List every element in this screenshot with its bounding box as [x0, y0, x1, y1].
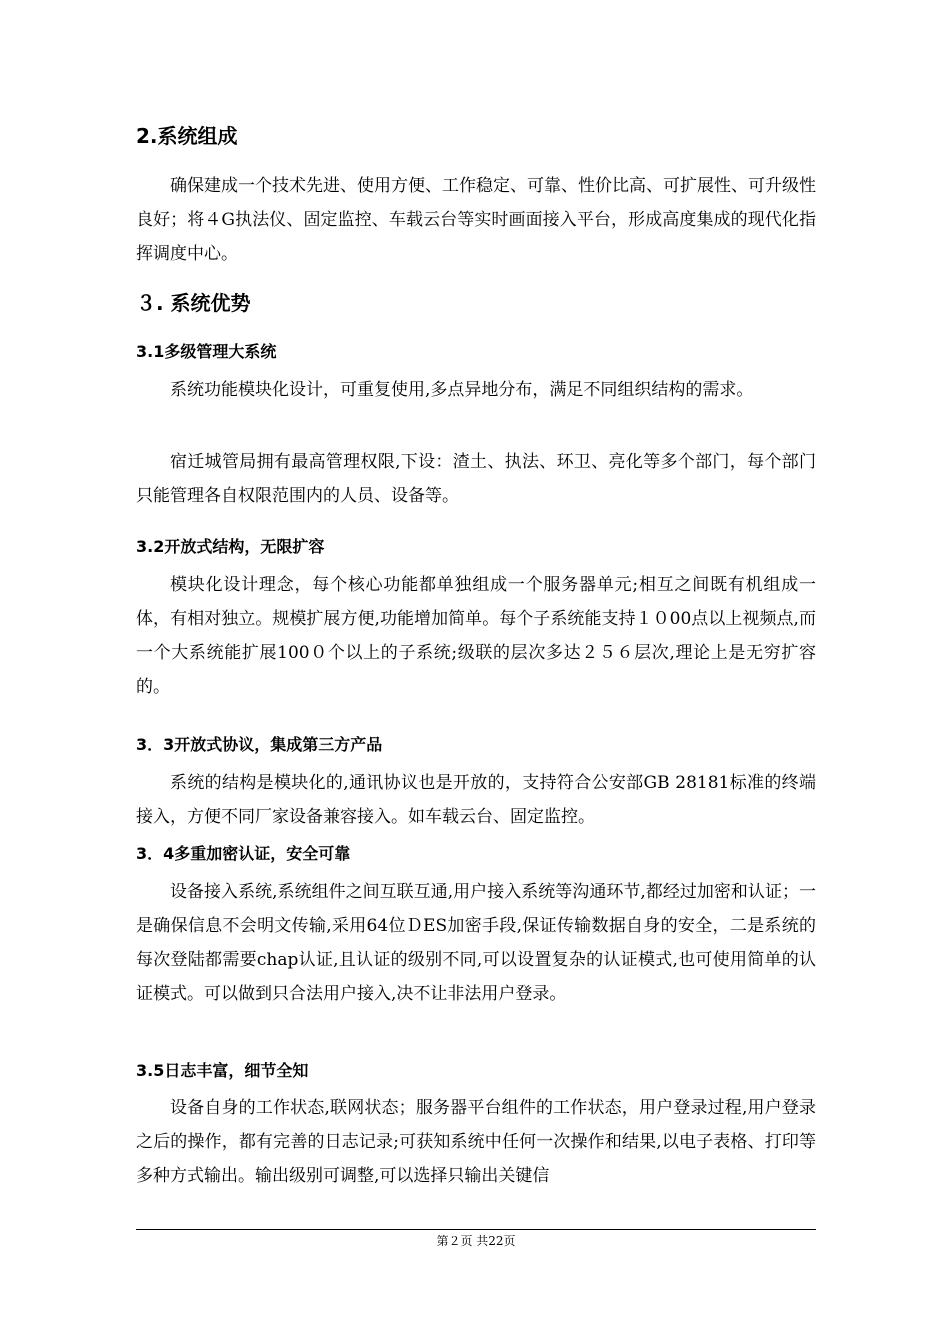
section-3-2-heading: 3.2开放式结构，无限扩容	[136, 537, 325, 556]
footer-divider	[136, 1229, 816, 1230]
section-2-heading: 2.系统组成	[136, 124, 238, 148]
section-3-1-paragraph-2: 宿迁城管局拥有最高管理权限,下设：渣土、执法、环卫、亮化等多个部门，每个部门只能管理各自权限范围内的人员、设备等。	[136, 452, 816, 506]
section-3-5-paragraph: 设备自身的工作状态,联网状态；服务器平台组件的工作状态，用户登录过程,用户登录之后的操作，都有完善的日志记录;可获知系统中任何一次操作和结果,以电子表格、打印等多种方式输出。输出级别可调整,可以选择只输出关键信	[136, 1098, 816, 1186]
section-3-heading: ３. 系统优势	[136, 291, 251, 315]
section-3-1-paragraph-1: 系统功能模块化设计，可重复使用,多点异地分布，满足不同组织结构的需求。	[170, 380, 754, 400]
page-number: 第２页 共22页	[436, 1234, 516, 1248]
section-3-2-paragraph: 模块化设计理念，每个核心功能都单独组成一个服务器单元;相互之间既有机组成一体，有相对独立。规模扩展方便,功能增加简单。每个子系统能支持１０00点以上视频点,而一个大系统能扩展100０个以上的子系统;级联的层次多达２５６层次,理论上是无穷扩容的。	[136, 575, 816, 697]
section-2-paragraph: 确保建成一个技术先进、使用方便、工作稳定、可靠、性价比高、可扩展性、可升级性良好；将４G执法仪、固定监控、车载云台等实时画面接入平台，形成高度集成的现代化指挥调度中心。	[136, 176, 816, 264]
section-3-4-paragraph: 设备接入系统,系统组件之间互联互通,用户接入系统等沟通环节,都经过加密和认证；一是确保信息不会明文传输,采用64位ＤES加密手段,保证传输数据自身的安全，二是系统的每次登陆都需要chap认证,且认证的级别不同,可以设置复杂的认证模式,也可使用简单的认证模式。可以做到只合法用户接入,决不让非法用户登录。	[136, 882, 816, 1004]
section-3-3-paragraph: 系统的结构是模块化的,通讯协议也是开放的，支持符合公安部GB 28181标准的终端接入，方便不同厂家设备兼容接入。如车载云台、固定监控。	[136, 773, 816, 827]
section-3-5-heading: 3.5日志丰富，细节全知	[136, 1061, 309, 1080]
section-3-3-heading: 3．3开放式协议，集成第三方产品	[136, 735, 383, 754]
section-3-4-heading: 3．4多重加密认证，安全可靠	[136, 844, 351, 863]
section-3-1-heading: 3.1多级管理大系统	[136, 342, 277, 361]
